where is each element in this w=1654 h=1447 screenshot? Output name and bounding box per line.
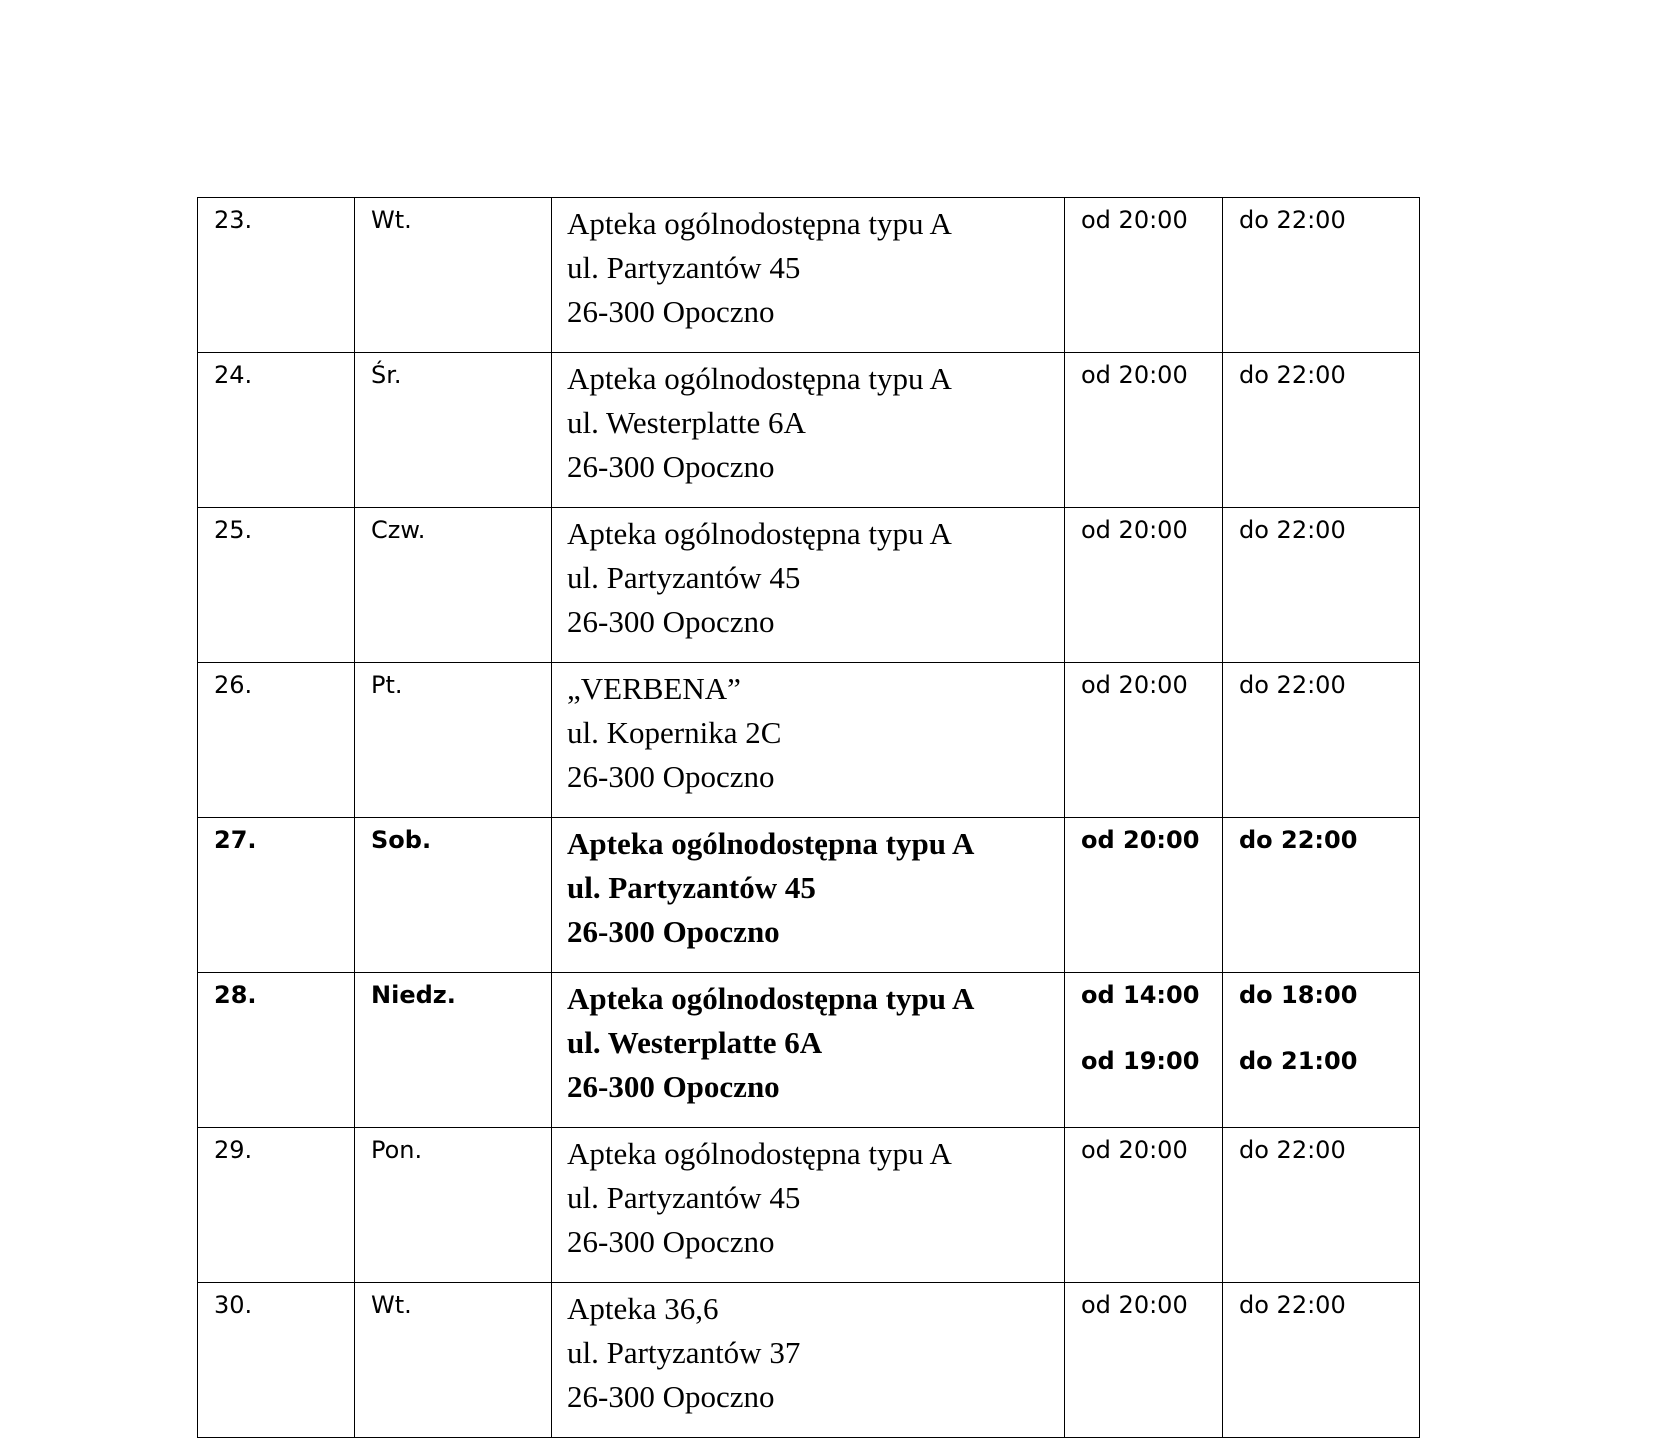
table-row bbox=[198, 198, 1420, 353]
pharmacy-name: „VERBENA” bbox=[567, 671, 741, 706]
closing-time-cell bbox=[1223, 1128, 1420, 1283]
pharmacy-city: 26-300 Opoczno bbox=[567, 1224, 775, 1259]
pharmacy-name: Apteka ogólnodostępna typu A bbox=[567, 206, 952, 241]
pharmacy-address-cell bbox=[552, 1283, 1065, 1438]
opening-time-cell bbox=[1065, 818, 1223, 973]
opening-time-cell bbox=[1065, 508, 1223, 663]
day-number-cell: 28. bbox=[198, 973, 355, 1128]
pharmacy-city: 26-300 Opoczno bbox=[567, 1379, 775, 1414]
closing-time: do 22:00 bbox=[1239, 206, 1346, 234]
opening-time-cell bbox=[1065, 973, 1223, 1128]
weekday-cell: Wt. bbox=[355, 1283, 552, 1438]
weekday-cell: Śr. bbox=[355, 353, 552, 508]
weekday-cell: Niedz. bbox=[355, 973, 552, 1128]
closing-time-cell bbox=[1223, 198, 1420, 353]
pharmacy-city: 26-300 Opoczno bbox=[567, 914, 780, 949]
day-number-cell: 23. bbox=[198, 198, 355, 353]
closing-time-cell bbox=[1223, 353, 1420, 508]
pharmacy-name: Apteka ogólnodostępna typu A bbox=[567, 516, 952, 551]
table-row bbox=[198, 1128, 1420, 1283]
opening-time: od 19:00 bbox=[1081, 1047, 1200, 1075]
day-number-cell: 26. bbox=[198, 663, 355, 818]
opening-time-cell bbox=[1065, 1128, 1223, 1283]
pharmacy-address-cell bbox=[552, 1128, 1065, 1283]
pharmacy-street: ul. Kopernika 2C bbox=[567, 715, 782, 750]
pharmacy-duty-table bbox=[197, 197, 1420, 1438]
opening-time-cell bbox=[1065, 353, 1223, 508]
pharmacy-name: Apteka 36,6 bbox=[567, 1291, 719, 1326]
pharmacy-street: ul. Westerplatte 6A bbox=[567, 1025, 823, 1060]
pharmacy-city: 26-300 Opoczno bbox=[567, 294, 775, 329]
opening-time: od 14:00 bbox=[1081, 981, 1200, 1009]
opening-time: od 20:00 bbox=[1081, 206, 1188, 234]
weekday-cell: Czw. bbox=[355, 508, 552, 663]
closing-time: do 22:00 bbox=[1239, 1136, 1346, 1164]
opening-time: od 20:00 bbox=[1081, 1136, 1188, 1164]
closing-time: do 22:00 bbox=[1239, 826, 1358, 854]
day-number-cell: 29. bbox=[198, 1128, 355, 1283]
day-number-cell: 30. bbox=[198, 1283, 355, 1438]
closing-time: do 22:00 bbox=[1239, 1291, 1346, 1319]
table-row bbox=[198, 353, 1420, 508]
pharmacy-street: ul. Westerplatte 6A bbox=[567, 405, 806, 440]
weekday-cell: Pt. bbox=[355, 663, 552, 818]
pharmacy-street: ul. Partyzantów 45 bbox=[567, 870, 816, 905]
table-row bbox=[198, 818, 1420, 973]
table-row bbox=[198, 663, 1420, 818]
pharmacy-name: Apteka ogólnodostępna typu A bbox=[567, 826, 975, 861]
pharmacy-address-cell bbox=[552, 663, 1065, 818]
opening-time-cell bbox=[1065, 1283, 1223, 1438]
opening-time: od 20:00 bbox=[1081, 361, 1188, 389]
pharmacy-name: Apteka ogólnodostępna typu A bbox=[567, 361, 952, 396]
pharmacy-address-cell bbox=[552, 973, 1065, 1128]
closing-time: do 21:00 bbox=[1239, 1047, 1358, 1075]
closing-time-cell bbox=[1223, 508, 1420, 663]
closing-time-cell bbox=[1223, 818, 1420, 973]
pharmacy-street: ul. Partyzantów 37 bbox=[567, 1335, 801, 1370]
closing-time-cell bbox=[1223, 1283, 1420, 1438]
pharmacy-city: 26-300 Opoczno bbox=[567, 1069, 780, 1104]
pharmacy-name: Apteka ogólnodostępna typu A bbox=[567, 1136, 952, 1171]
schedule-body bbox=[198, 198, 1420, 1438]
pharmacy-name: Apteka ogólnodostępna typu A bbox=[567, 981, 975, 1016]
table-row bbox=[198, 973, 1420, 1128]
pharmacy-city: 26-300 Opoczno bbox=[567, 449, 775, 484]
weekday-cell: Wt. bbox=[355, 198, 552, 353]
closing-time-cell bbox=[1223, 663, 1420, 818]
closing-time: do 22:00 bbox=[1239, 516, 1346, 544]
pharmacy-city: 26-300 Opoczno bbox=[567, 604, 775, 639]
table-row bbox=[198, 1283, 1420, 1438]
weekday-cell: Pon. bbox=[355, 1128, 552, 1283]
day-number-cell: 25. bbox=[198, 508, 355, 663]
opening-time: od 20:00 bbox=[1081, 671, 1188, 699]
weekday-cell: Sob. bbox=[355, 818, 552, 973]
pharmacy-address-cell bbox=[552, 198, 1065, 353]
closing-time: do 18:00 bbox=[1239, 981, 1358, 1009]
opening-time-cell bbox=[1065, 198, 1223, 353]
closing-time: do 22:00 bbox=[1239, 361, 1346, 389]
opening-time: od 20:00 bbox=[1081, 1291, 1188, 1319]
pharmacy-address-cell bbox=[552, 818, 1065, 973]
closing-time: do 22:00 bbox=[1239, 671, 1346, 699]
opening-time-cell bbox=[1065, 663, 1223, 818]
pharmacy-city: 26-300 Opoczno bbox=[567, 759, 775, 794]
opening-time: od 20:00 bbox=[1081, 516, 1188, 544]
closing-time-cell bbox=[1223, 973, 1420, 1128]
table-row bbox=[198, 508, 1420, 663]
pharmacy-street: ul. Partyzantów 45 bbox=[567, 1180, 801, 1215]
day-number-cell: 24. bbox=[198, 353, 355, 508]
day-number-cell: 27. bbox=[198, 818, 355, 973]
pharmacy-street: ul. Partyzantów 45 bbox=[567, 560, 801, 595]
opening-time: od 20:00 bbox=[1081, 826, 1200, 854]
pharmacy-address-cell bbox=[552, 508, 1065, 663]
pharmacy-address-cell bbox=[552, 353, 1065, 508]
pharmacy-street: ul. Partyzantów 45 bbox=[567, 250, 801, 285]
